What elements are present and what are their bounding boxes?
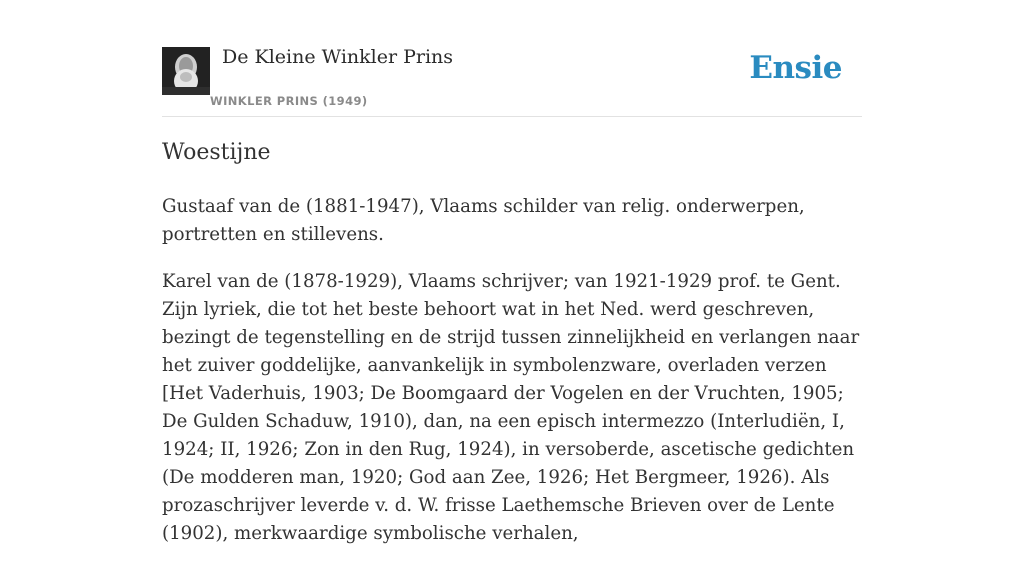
book-title[interactable]: De Kleine Winkler Prins (222, 46, 454, 68)
entry-title: Woestijne (162, 140, 271, 165)
entry-content (162, 193, 862, 567)
author-avatar[interactable] (162, 47, 210, 95)
header (162, 0, 862, 117)
portrait-image (162, 47, 210, 95)
page-wrapper (162, 0, 862, 544)
entry-paragraph: Karel van de (1878-1929), Vlaams schrijver; van 1921-1929 prof. te Gent. Zijn lyriek, die tot het beste behoort wat in het Ned. werd geschreven, bezingt de tegenstelling en de strijd tussen zinnelijkheid en verlangen naar het zuiver goddelijke, aanvankelijk in symbolenzware, overladen verzen [Het Vaderhuis, 1903; De Boomgaard der Vogelen en der Vruchten, 1905; De Gulden Schaduw, 1910), dan, na een episch intermezzo (Interludiën, I, 1924; II, 1926; Zon in den Rug, 1924), in versoberde, ascetische gedichten (De modderen man, 1920; God aan Zee, 1926; Het Bergmeer, 1926). Als prozaschrijver leverde v. d. W. frisse Laethemsche Brieven over de Lente (1902), merkwaardige symbolische verhalen, (162, 271, 860, 544)
ensie-logo[interactable]: Ensie (749, 50, 842, 86)
source-label: WINKLER PRINS (1949) (210, 94, 368, 108)
entry-paragraph: Gustaaf van de (1881-1947), Vlaams schilder van relig. onderwerpen, portretten en stillevens. (162, 196, 805, 245)
